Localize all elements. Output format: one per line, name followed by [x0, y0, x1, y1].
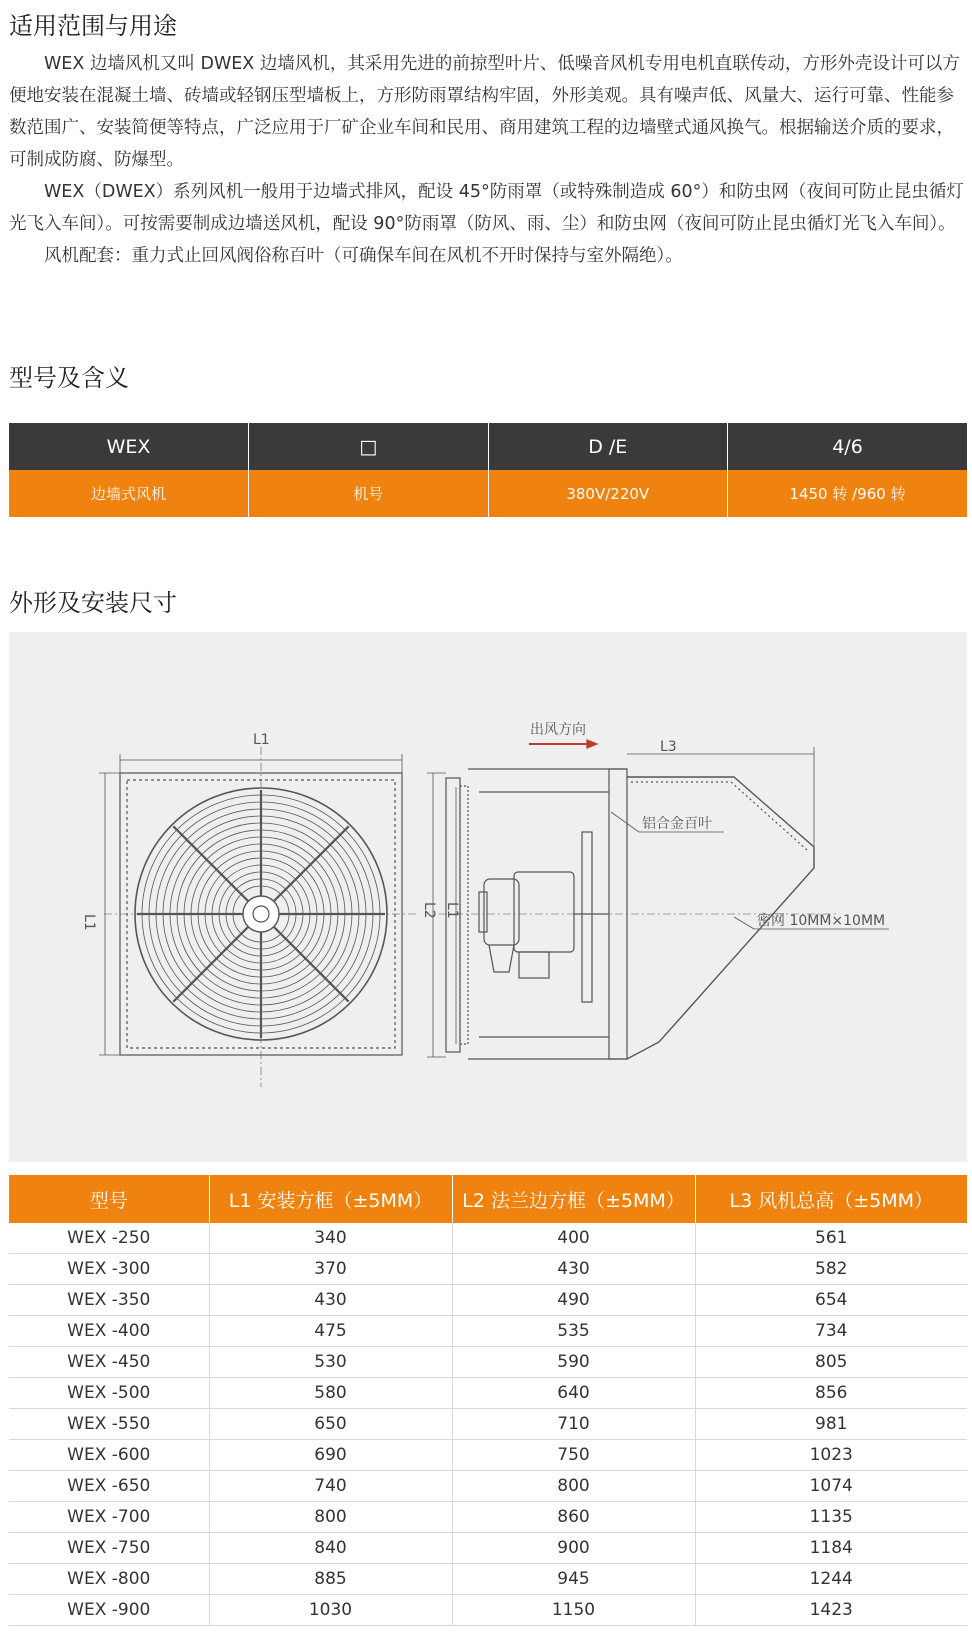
table-row	[9, 1316, 967, 1347]
table-cell: 840	[209, 1533, 452, 1564]
table-cell: 561	[695, 1223, 967, 1254]
table-cell: WEX -750	[9, 1533, 209, 1564]
table-cell: 535	[452, 1316, 695, 1347]
section-title-usage: 适用范围与用途	[9, 12, 177, 40]
dimension-header-row	[9, 1175, 967, 1223]
model-code-cell: WEX	[9, 423, 249, 470]
table-cell: 860	[452, 1502, 695, 1533]
model-code-row	[9, 423, 967, 470]
table-cell: WEX -400	[9, 1316, 209, 1347]
usage-paragraph-3: 风机配套：重力式止回风阀俗称百叶（可确保车间在风机不开时保持与室外隔绝）。	[44, 246, 683, 266]
header-l2: L2 法兰边方框（±5MM）	[452, 1175, 695, 1223]
table-cell: WEX -450	[9, 1347, 209, 1378]
header-l3: L3 风机总高（±5MM）	[695, 1175, 967, 1223]
front-view	[99, 747, 419, 1087]
table-row	[9, 1471, 967, 1502]
table-cell: 1423	[695, 1595, 967, 1626]
table-cell: 1074	[695, 1471, 967, 1502]
table-row	[9, 1285, 967, 1316]
table-cell: 490	[452, 1285, 695, 1316]
table-cell: 856	[695, 1378, 967, 1409]
table-cell: 945	[452, 1564, 695, 1595]
label-mesh: 密网 10MM×10MM	[757, 913, 886, 929]
table-cell: 734	[695, 1316, 967, 1347]
table-cell: 370	[209, 1254, 452, 1285]
table-row	[9, 1347, 967, 1378]
table-row	[9, 1440, 967, 1471]
fan-drawing-svg	[9, 632, 967, 1162]
table-cell: 1135	[695, 1502, 967, 1533]
dimension-table-body	[9, 1223, 967, 1626]
table-row	[9, 1502, 967, 1533]
model-meaning-cell: 边墙式风机	[9, 470, 249, 517]
table-row	[9, 1378, 967, 1409]
model-code-cell: 4/6	[728, 423, 968, 470]
table-cell: WEX -550	[9, 1409, 209, 1440]
table-cell: WEX -700	[9, 1502, 209, 1533]
table-row	[9, 1533, 967, 1564]
table-cell: 1244	[695, 1564, 967, 1595]
header-model: 型号	[9, 1175, 209, 1223]
table-cell: 580	[209, 1378, 452, 1409]
label-l3: L3	[660, 739, 677, 755]
table-cell: 750	[452, 1440, 695, 1471]
table-row	[9, 1223, 967, 1254]
model-meaning-row	[9, 470, 967, 517]
table-cell: 530	[209, 1347, 452, 1378]
table-cell: 805	[695, 1347, 967, 1378]
table-row	[9, 1595, 967, 1626]
table-cell: 1184	[695, 1533, 967, 1564]
table-cell: 690	[209, 1440, 452, 1471]
table-cell: WEX -800	[9, 1564, 209, 1595]
model-meaning-table	[9, 423, 967, 517]
table-cell: WEX -600	[9, 1440, 209, 1471]
table-cell: 430	[209, 1285, 452, 1316]
label-l2: L2	[421, 902, 437, 919]
table-cell: 1023	[695, 1440, 967, 1471]
technical-drawing	[9, 632, 967, 1162]
model-code-cell: D /E	[488, 423, 728, 470]
table-cell: 400	[452, 1223, 695, 1254]
label-l1-side: L1	[444, 902, 460, 919]
table-cell: 590	[452, 1347, 695, 1378]
table-cell: WEX -250	[9, 1223, 209, 1254]
usage-paragraph-2: WEX（DWEX）系列风机一般用于边墙式排风，配设 45°防雨罩（或特殊制造成 60°）和防虫网（夜间可防止昆虫循灯光飞入车间）。可按需要制成边墙送风机，配设 90°防雨罩（防风、雨、尘）和防虫网（夜间可防止昆虫循灯光飞入车间）。	[9, 182, 964, 234]
table-cell: 981	[695, 1409, 967, 1440]
table-cell: 582	[695, 1254, 967, 1285]
usage-paragraph-1: WEX 边墙风机又叫 DWEX 边墙风机，其采用先进的前掠型叶片、低噪音风机专用电机直联传动，方形外壳设计可以方便地安装在混凝土墙、砖墙或轻钢压型墙板上，方形防雨罩结构牢固，外形美观。具有噪声低、风量大、运行可靠、性能参数范围广、安装简便等特点，广泛应用于厂矿企业车间和民用、商用建筑工程的边墙壁式通风换气。根据输送介质的要求，可制成防腐、防爆型。	[9, 54, 960, 170]
table-cell: 900	[452, 1533, 695, 1564]
side-view	[427, 740, 889, 1059]
header-l1: L1 安装方框（±5MM）	[209, 1175, 452, 1223]
model-code-cell: □	[249, 423, 489, 470]
table-row	[9, 1564, 967, 1595]
label-l1-top: L1	[253, 732, 270, 748]
table-cell: 475	[209, 1316, 452, 1347]
table-cell: 885	[209, 1564, 452, 1595]
model-meaning-cell: 380V/220V	[488, 470, 728, 517]
table-row	[9, 1409, 967, 1440]
table-row	[9, 1254, 967, 1285]
table-cell: 650	[209, 1409, 452, 1440]
label-l1-left: L1	[81, 914, 97, 931]
table-cell: WEX -900	[9, 1595, 209, 1626]
table-cell: 740	[209, 1471, 452, 1502]
table-cell: WEX -300	[9, 1254, 209, 1285]
model-meaning-cell: 1450 转 /960 转	[728, 470, 968, 517]
table-cell: 800	[209, 1502, 452, 1533]
section-title-dimensions: 外形及安装尺寸	[9, 589, 177, 617]
table-cell: 340	[209, 1223, 452, 1254]
table-cell: 430	[452, 1254, 695, 1285]
label-airflow: 出风方向	[530, 722, 586, 738]
motor-hub	[243, 896, 279, 932]
table-cell: WEX -500	[9, 1378, 209, 1409]
side-impeller	[582, 832, 592, 1002]
table-cell: WEX -650	[9, 1471, 209, 1502]
table-cell: 640	[452, 1378, 695, 1409]
usage-text	[9, 48, 964, 272]
table-cell: 800	[452, 1471, 695, 1502]
dimension-table	[9, 1175, 967, 1626]
table-cell: 654	[695, 1285, 967, 1316]
table-cell: 710	[452, 1409, 695, 1440]
table-cell: WEX -350	[9, 1285, 209, 1316]
side-motor	[514, 872, 574, 952]
table-cell: 1150	[452, 1595, 695, 1626]
table-cell: 1030	[209, 1595, 452, 1626]
section-title-model: 型号及含义	[9, 364, 129, 392]
model-meaning-cell: 机号	[249, 470, 489, 517]
label-louver: 铝合金百叶	[642, 816, 712, 832]
